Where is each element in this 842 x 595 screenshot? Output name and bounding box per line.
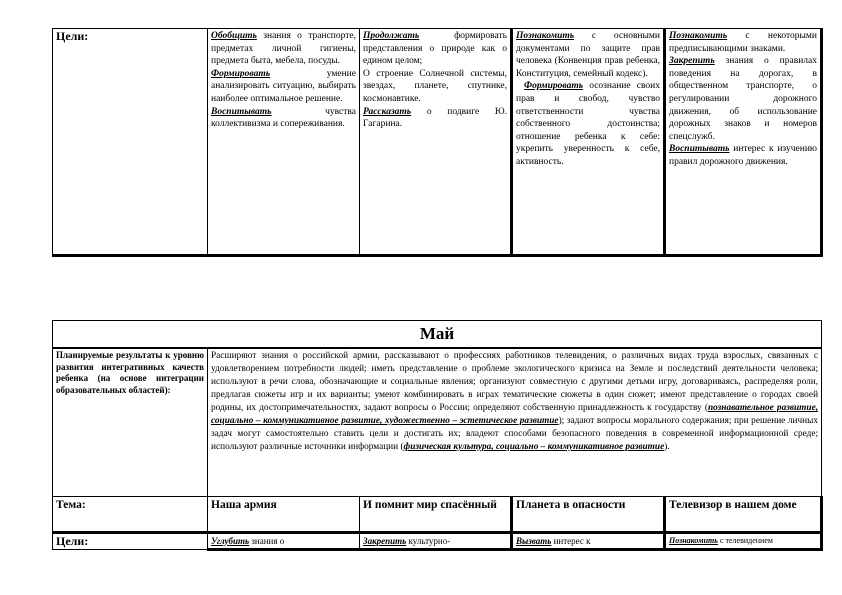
goal-text: чувства коллективизма и сопереживания. <box>211 106 356 130</box>
goals-cell-3 <box>512 29 665 256</box>
goal-block <box>516 30 660 80</box>
goal-text: интерес к <box>551 535 591 546</box>
goal-text: знания о правилах поведения на дорогах, в общественном транспорте, о регулировании дорожного движения, об использование дорожных знаков и номеров спецслужб. <box>669 56 817 142</box>
goal-text: о подвиге Ю. Гагарина. <box>363 106 507 130</box>
goal-text: формировать представления о природе как о едином целом; <box>363 31 507 67</box>
goal-cell <box>208 532 360 549</box>
goal-block <box>516 80 660 168</box>
goal-lead: Рассказать <box>363 106 412 117</box>
goals-cell-2 <box>360 29 512 256</box>
goal-lead: Закрепить <box>363 535 407 546</box>
top-goals-table <box>52 28 823 257</box>
planned-areas: познавательное развитие, социально – коммуникативное развитие, художественно – эстетическое развитие <box>211 403 819 426</box>
goal-lead: Закрепить <box>669 56 715 67</box>
goals-cell-1 <box>208 29 360 256</box>
goals-label: Цели: <box>53 29 208 256</box>
goal-block <box>211 30 356 68</box>
planned-text-part: Расширяют знания о российской армии, рассказывают о профессиях работников телевидения, о различных видах труда взрослых, связанных с удовлетворением потребности людей; иметь представление о проблеме экологического кризиса на Земле и последствий деятельности человека; используют в речи слова, обозначающие и социальные явления; организуют совместную с другими детьми игру, договариваясь, распределяя роли, предлагая сюжеты игр и их варианты; умеют комбинировать в играх тематические сюжеты в один сюжет; имеют представление о городах своей родины, их достопримечательностях, задают вопросы о России; определяют собственную принадлежность к государству ( <box>211 351 819 413</box>
goal-lead: Познакомить <box>669 535 718 545</box>
planned-text-part: ); задают вопросы морального содержания; при решение личных задач могут самостоятельно ставить цели и достигать их; владеют способами безопасного поведения в современной информационной среде; используют различные источники информации ( <box>211 416 819 452</box>
goal-lead: Углубить <box>211 535 250 546</box>
goal-text: культурно- <box>406 535 451 546</box>
goal-lead: Познакомить <box>516 31 575 41</box>
goal-lead: Вызвать <box>516 535 552 546</box>
goal-lead: Обобщить <box>211 31 257 41</box>
goal-block <box>669 143 817 168</box>
goal-block <box>211 106 356 131</box>
goal-cell <box>360 532 512 549</box>
goal-text: осознание своих прав и свобод, чувство ответственности чувства собственного достоинства; отношение ребенка к себе: укрепить уверенность к себе, активность. <box>516 81 660 167</box>
planned-text-part: ). <box>664 442 670 452</box>
month-title: Май <box>53 321 822 349</box>
goals-label-2: Цели: <box>53 532 208 549</box>
goal-text: знания о <box>249 535 285 546</box>
planned-areas: физическая культура, социально – коммуникативное развитие <box>403 442 665 452</box>
theme-cell: Телевизор в нашем доме <box>665 496 822 532</box>
goal-text: с основными документами по защите прав человека (Конвенция прав ребенка, Конституция, семейный кодекс). <box>516 31 660 79</box>
goal-text: с телевидением <box>717 535 773 545</box>
goal-lead: Продолжать <box>363 31 420 41</box>
theme-cell: Наша армия <box>208 496 360 532</box>
theme-cell: Планета в опасности <box>512 496 665 532</box>
theme-cell: И помнит мир спасённый <box>360 496 512 532</box>
goal-lead: Воспитывать <box>211 106 272 117</box>
goal-text: с некоторыми предписывающими знаками. <box>669 31 817 54</box>
may-plan-table <box>52 320 823 551</box>
goal-text: О строение Солнечной системы, звездах, планете, спутнике, космонавтике. <box>363 68 507 104</box>
theme-label: Тема: <box>53 496 208 532</box>
goals-cell-4 <box>665 29 822 256</box>
goal-lead: Познакомить <box>669 31 728 41</box>
goal-cell <box>665 532 822 549</box>
goal-block <box>363 106 507 131</box>
goal-block <box>669 30 817 55</box>
goal-block <box>211 68 356 106</box>
goal-text: умение анализировать ситуацию, выбирать наиболее оптимальное решение. <box>211 68 356 104</box>
planned-results-label: Планируемые результаты к уровню развития интегративных качеств ребенка (на основе интеграции образовательных областей): <box>53 348 208 496</box>
goal-lead: Формировать <box>524 81 584 92</box>
goal-text: знания о транспорте, предметах личной гигиены, предмета быта, мебела, посуды. <box>211 31 356 67</box>
goal-block <box>669 55 817 143</box>
goal-lead: Воспитывать <box>669 144 730 155</box>
goal-text: интерес к изучению правил дорожного движения. <box>669 144 817 167</box>
goal-lead: Формировать <box>211 68 271 79</box>
goal-block <box>363 68 507 106</box>
goal-cell <box>512 532 665 549</box>
goal-block <box>363 30 507 68</box>
planned-results-text <box>208 348 822 496</box>
